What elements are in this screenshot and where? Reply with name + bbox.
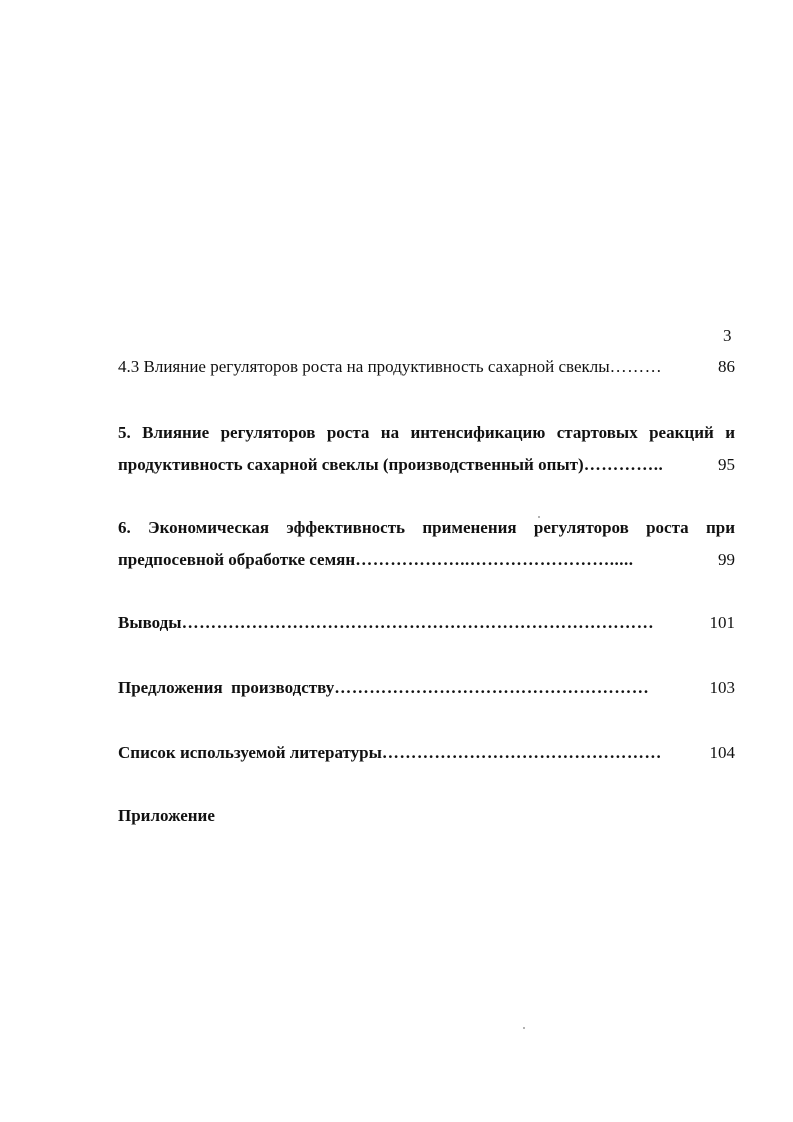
- toc-entry-references: [118, 743, 735, 763]
- toc-entry-6-line-1: 6. Экономическая эффективность применения регуляторов роста при: [118, 518, 735, 537]
- scan-speck: [523, 1027, 525, 1029]
- toc-entry-page: 99: [718, 550, 735, 569]
- toc-entry-title: 4.3 Влияние регуляторов роста на продуктивность сахарной свеклы: [118, 357, 610, 376]
- toc-leader-dots: ………………………………………………………………………: [181, 613, 655, 632]
- toc-entry-title: продуктивность сахарной свеклы (производственный опыт): [118, 455, 584, 474]
- toc-entry-title: предпосевной обработке семян: [118, 550, 356, 569]
- toc-leader-dots: ………………..…………………….....: [355, 550, 634, 569]
- toc-leader-dots: ………………………………………………: [334, 678, 650, 697]
- toc-entry-proposals: [118, 678, 735, 698]
- toc-entry-title: Список используемой литературы: [118, 743, 382, 762]
- toc-entry-appendix: Приложение: [118, 806, 215, 825]
- toc-entry-page: 86: [718, 357, 735, 376]
- page-number: 3: [723, 326, 732, 345]
- toc-entry-page: 95: [718, 455, 735, 474]
- toc-entry-title: Предложения производству: [118, 678, 335, 697]
- toc-entry-6-line-2: [118, 550, 735, 570]
- toc-entry-5-line-2: [118, 455, 735, 475]
- toc-entry-page: 103: [709, 678, 735, 697]
- toc-entry-title: Выводы: [118, 613, 182, 632]
- toc-entry-page: 104: [709, 743, 735, 762]
- toc-entry-4-3: [118, 357, 735, 377]
- toc-entry-conclusions: [118, 613, 735, 633]
- toc-entry-5-line-1: 5. Влияние регуляторов роста на интенсификацию стартовых реакций и: [118, 423, 735, 442]
- toc-leader-dots: ………: [609, 357, 663, 376]
- toc-leader-dots: …………………………………………: [381, 743, 662, 762]
- toc-leader-dots: …………..: [583, 455, 664, 474]
- scan-speck: [538, 516, 540, 518]
- toc-entry-page: 101: [709, 613, 735, 632]
